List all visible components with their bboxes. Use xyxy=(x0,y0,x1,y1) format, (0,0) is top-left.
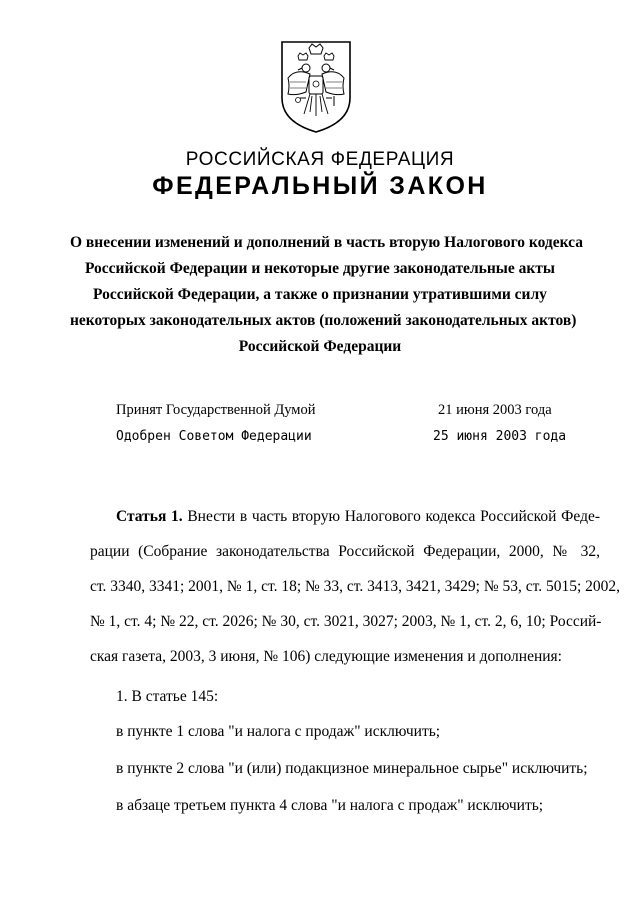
council-approval-date: 25 июня 2003 года xyxy=(433,429,567,444)
coat-of-arms-emblem xyxy=(276,38,356,134)
law-title-line: Российской Федерации xyxy=(238,338,402,355)
council-approval-label: Одобрен Советом Федерации xyxy=(116,429,312,444)
article-1-line: ская газета, 2003, 3 июня, № 106) следующие изменения и дополнения: xyxy=(90,648,562,665)
law-title-line: О внесении изменений и дополнений в часть вторую Налогового кодекса xyxy=(70,234,583,251)
duma-adoption-label: Принят Государственной Думой xyxy=(116,402,316,418)
article-1-line: рации (Собрание законодательства Российской Федерации, 2000, № 32, xyxy=(90,543,600,560)
list-item: в абзаце третьем пункта 4 слова "и налога с продаж" исключить; xyxy=(116,797,544,814)
document-type-heading: ФЕДЕРАЛЬНЫЙ ЗАКОН xyxy=(152,172,488,200)
article-1-heading: Статья 1. xyxy=(116,508,183,525)
list-item: 1. В статье 145: xyxy=(116,688,219,705)
country-heading: РОССИЙСКАЯ ФЕДЕРАЦИЯ xyxy=(185,149,455,170)
law-title xyxy=(70,230,583,360)
list-item: в пункте 1 слова "и налога с продаж" исключить; xyxy=(116,723,441,740)
law-title-line: Российской Федерации, а также о признании утратившими силу xyxy=(93,286,547,303)
article-1-line: № 1, ст. 4; № 22, ст. 2026; № 30, ст. 3021, 3027; 2003, № 1, ст. 2, 6, 10; Россий- xyxy=(90,613,602,630)
article-1-line: ст. 3340, 3341; 2001, № 1, ст. 18; № 33, ст. 3413, 3421, 3429; № 53, ст. 5015; 2002, xyxy=(90,578,621,595)
duma-adoption-date: 21 июня 2003 года xyxy=(438,402,552,418)
law-title-line: некоторых законодательных актов (положений законодательных актов) xyxy=(70,312,577,329)
article-1-text: Внести в часть вторую Налогового кодекса Российской Феде- xyxy=(187,508,600,525)
article-1-first-line xyxy=(116,508,600,526)
law-title-line: Российской Федерации и некоторые другие законодательные акты xyxy=(84,260,556,277)
list-item: в пункте 2 слова "и (или) подакцизное минеральное сырье" исключить; xyxy=(116,760,588,777)
